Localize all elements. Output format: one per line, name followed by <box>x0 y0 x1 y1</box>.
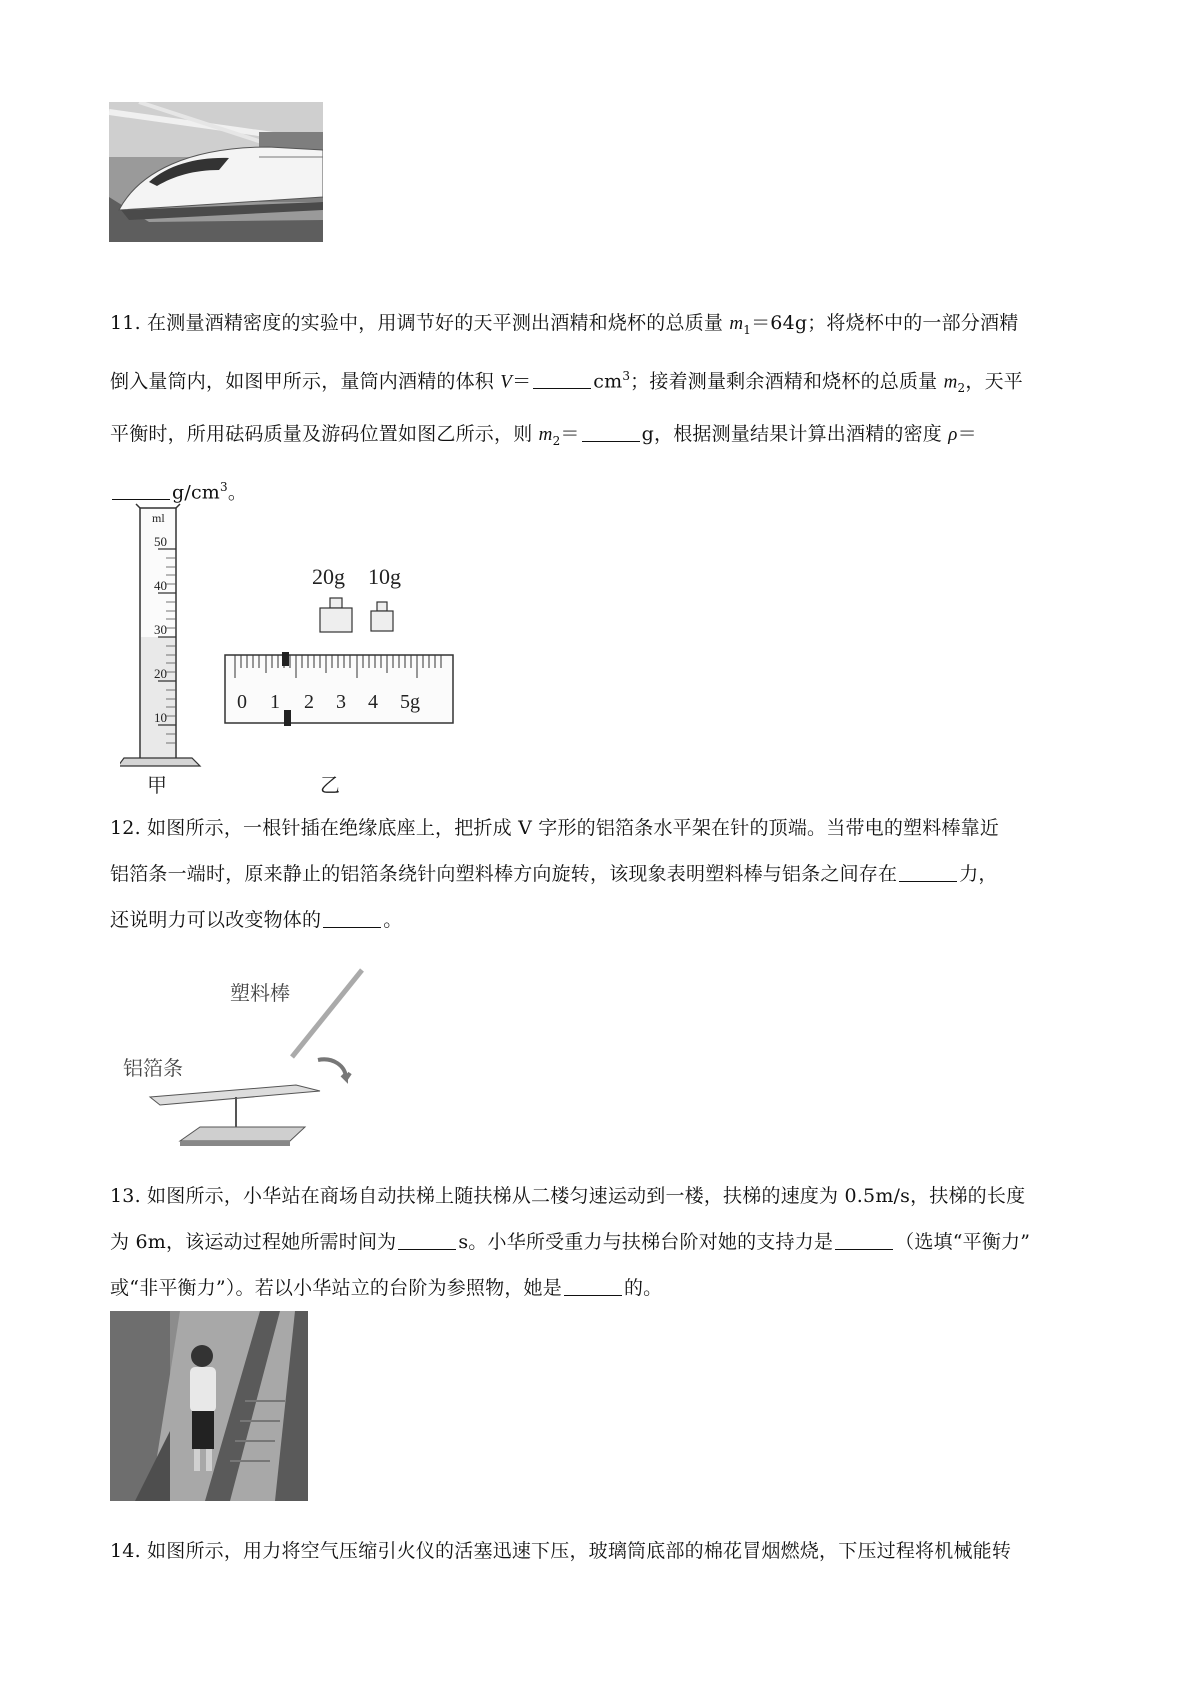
foil-strip-figure <box>120 965 380 1150</box>
q12-line-3: 还说明力可以改变物体的 。 <box>110 909 403 931</box>
answer-blank-mass[interactable] <box>582 423 640 442</box>
cylinder-tick-label: 30 <box>154 622 167 637</box>
scale-label: 5g <box>400 691 420 713</box>
scale-label: 4 <box>368 691 378 713</box>
answer-blank-motion-state[interactable] <box>323 909 381 928</box>
q13-line-3: 或“非平衡力”）。若以小华站立的台阶为参照物，她是 的。 <box>110 1277 663 1299</box>
cylinder-tick-label: 40 <box>154 578 167 593</box>
answer-blank-motion[interactable] <box>564 1277 622 1296</box>
question-11 <box>110 300 1100 515</box>
question-14 <box>110 1528 1100 1574</box>
weight-label-20g: 20g <box>312 564 345 589</box>
weight-20g <box>320 598 352 632</box>
insulated-base <box>180 1127 305 1141</box>
answer-blank-density[interactable] <box>112 481 170 500</box>
question-12 <box>110 805 1100 943</box>
q12-line-2: 铝箔条一端时，原来静止的铝箔条绕针向塑料棒方向旋转，该现象表明塑料棒与铝条之间存在 力， <box>110 863 998 885</box>
weight-10g <box>371 602 393 631</box>
train-photo <box>109 102 323 242</box>
answer-blank-time[interactable] <box>398 1231 456 1250</box>
question-13 <box>110 1173 1100 1311</box>
rod-label: 塑料棒 <box>230 983 290 1005</box>
rotation-arrow-icon <box>318 1059 350 1079</box>
scale-label: 3 <box>336 691 346 713</box>
answer-blank-force-type[interactable] <box>899 863 957 882</box>
answer-blank-volume[interactable] <box>533 370 591 389</box>
q11-line-3: 平衡时，所用砝码质量及游码位置如图乙所示，则 $m_2= g$，根据测量结果计算出酒精的密度 ρ＝ <box>110 422 977 448</box>
foil-label: 铝箔条 <box>123 1058 183 1080</box>
scale-label: 0 <box>237 691 247 713</box>
rider-bottom <box>284 710 291 726</box>
q11-line-2: 倒入量筒内，如图甲所示，量筒内酒精的体积 $V= cm^3$；接着测量剩余酒精和烧杯的总质量 $m_2$，天平 <box>110 368 1023 395</box>
rider-top <box>282 652 289 666</box>
scale-label: 1 <box>270 691 280 713</box>
scale-label: 2 <box>304 691 314 713</box>
escalator-photo <box>110 1311 308 1501</box>
weight-label-10g: 10g <box>368 564 401 589</box>
cylinder-tick-label: 50 <box>154 534 167 549</box>
figure-caption-jia: 甲 <box>147 775 167 797</box>
balance-scale-figure <box>220 560 460 805</box>
cylinder-unit-label: ml <box>152 511 165 525</box>
q13-line-1: 13. 如图所示，小华站在商场自动扶梯上随扶梯从二楼匀速运动到一楼，扶梯的速度为 0.5m/s，扶梯的长度 <box>110 1185 1026 1207</box>
q11-line-4: $g/cm^3$。 <box>110 464 1100 515</box>
q12-line-1: 12. 如图所示，一根针插在绝缘底座上，把折成 V 字形的铝箔条水平架在针的顶端。当带电的塑料棒靠近 <box>110 817 1000 839</box>
graduated-cylinder-figure <box>120 500 220 800</box>
q13-line-2: 为 6m，该运动过程她所需时间为 s。小华所受重力与扶梯台阶对她的支持力是 （选填“平衡力” <box>110 1231 1031 1253</box>
plastic-rod <box>292 970 362 1057</box>
cylinder-tick-label: 10 <box>154 710 167 725</box>
figure-caption-yi: 乙 <box>320 775 340 797</box>
answer-blank-force-pair[interactable] <box>835 1231 893 1250</box>
cylinder-tick-label: 20 <box>154 666 167 681</box>
q14-line-1: 14. 如图所示，用力将空气压缩引火仪的活塞迅速下压，玻璃筒底部的棉花冒烟燃烧，下压过程将机械能转 <box>110 1540 1012 1562</box>
q11-line-1: 11. 在测量酒精密度的实验中，用调节好的天平测出酒精和烧杯的总质量 $m_1=64g$；将烧杯中的一部分酒精 <box>110 312 1019 337</box>
